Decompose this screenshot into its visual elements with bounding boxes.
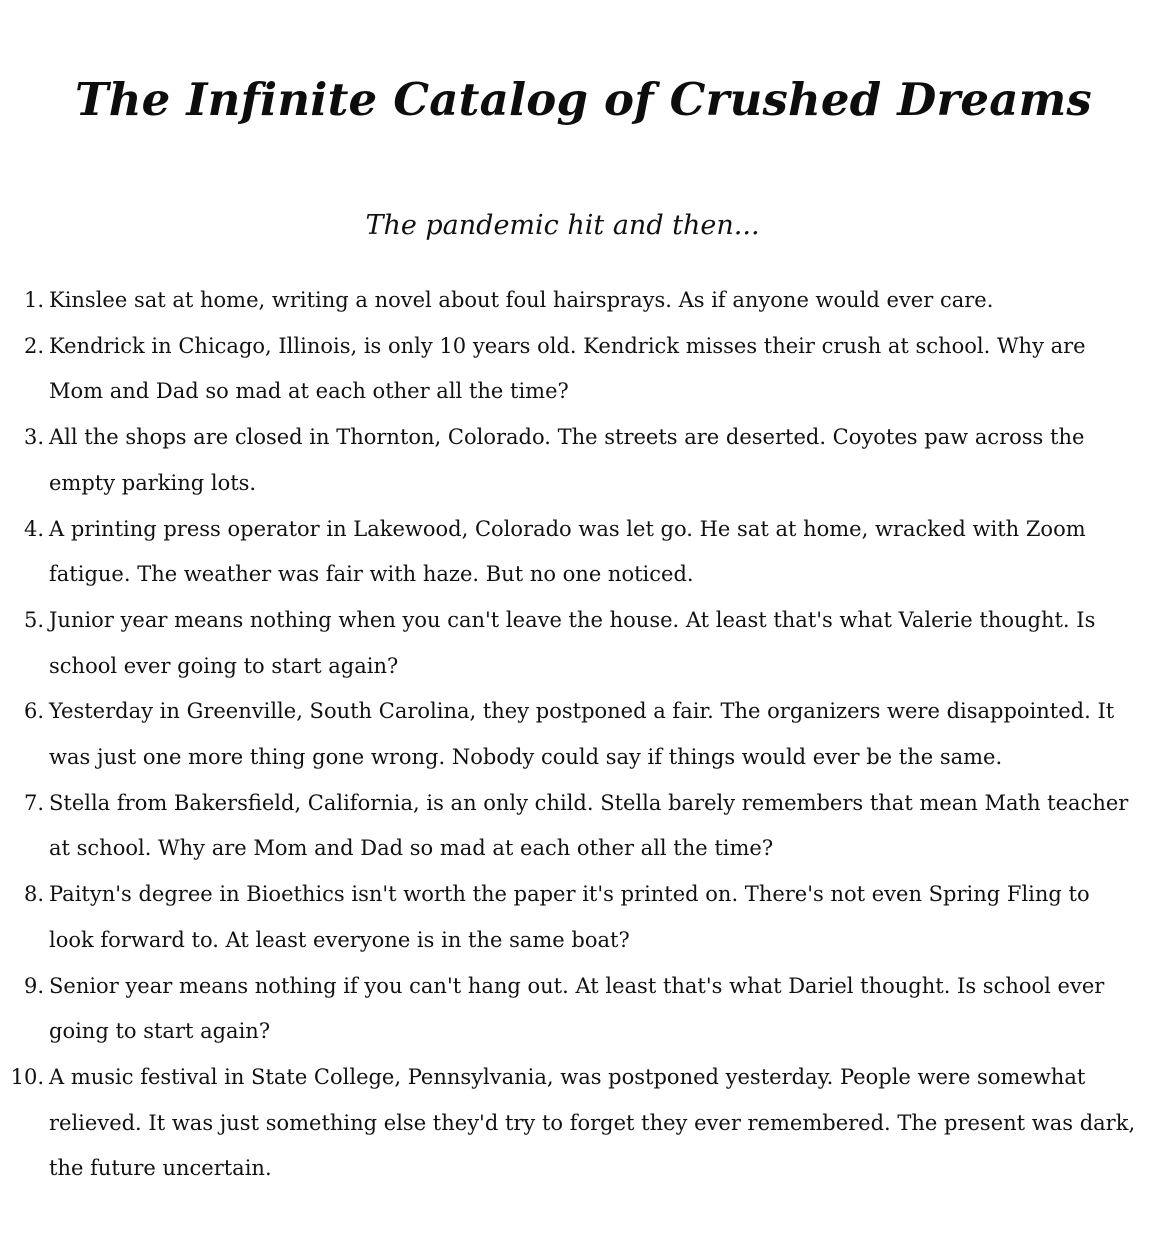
list-item-text: Senior year means nothing if you can't hang out. At least that's what Dariel thought. Is school ever going to start again?	[49, 973, 1105, 1044]
page-title: The Infinite Catalog of Crushed Dreams	[75, 73, 1092, 126]
list-item-text: All the shops are closed in Thornton, Colorado. The streets are deserted. Coyotes paw across the empty parking lots.	[49, 425, 1085, 495]
list-item	[0, 324, 1167, 415]
list-item-text: A printing press operator in Lakewood, Colorado was let go. He sat at home, wracked with Zoom fatigue. The weather was fair with haze. But no one noticed.	[49, 516, 1086, 587]
list-item	[0, 598, 1167, 689]
list-item	[0, 1055, 1167, 1192]
list-item-number: 8.	[23, 882, 44, 907]
list-item-number: 10.	[10, 1064, 44, 1089]
list-item	[0, 278, 1167, 324]
list-item-text: A music festival in State College, Pennsylvania, was postponed yesterday. People were somewhat relieved. It was just something else they'd try to forget they ever remembered. The present was dark, the future uncertain.	[49, 1064, 1136, 1181]
list-item	[0, 415, 1167, 506]
list-item-text: Kendrick in Chicago, Illinois, is only 10 years old. Kendrick misses their crush at school. Why are Mom and Dad so mad at each other all the time?	[49, 333, 1086, 404]
list-item	[0, 964, 1167, 1055]
list-item-number: 3.	[23, 425, 44, 450]
list-item-text: Stella from Bakersfield, California, is an only child. Stella barely remembers that mean Math teacher at school. Why are Mom and Dad so mad at each other all the time?	[49, 790, 1129, 861]
list-item-text: Junior year means nothing when you can't leave the house. At least that's what Valerie thought. Is school ever going to start again?	[49, 607, 1096, 678]
list-item-number: 5.	[23, 607, 44, 632]
list-item	[0, 781, 1167, 872]
list-item	[0, 507, 1167, 598]
list-item-text: Paityn's degree in Bioethics isn't worth the paper it's printed on. There's not even Spring Fling to look forward to. At least everyone is in the same boat?	[49, 882, 1090, 952]
list-item-text: Yesterday in Greenville, South Carolina, they postponed a fair. The organizers were disappointed. It was just one more thing gone wrong. Nobody could say if things would ever be the same.	[49, 699, 1115, 770]
list-item	[0, 689, 1167, 780]
list-item-number: 1.	[23, 288, 44, 312]
list-item-number: 9.	[23, 973, 44, 998]
list-item-number: 7.	[23, 790, 44, 815]
list-item-text: Kinslee sat at home, writing a novel about foul hairsprays. As if anyone would ever care.	[49, 288, 994, 312]
list-item-number: 4.	[23, 516, 44, 541]
list-item	[0, 872, 1167, 963]
story-list	[0, 278, 1167, 1192]
list-item-number: 2.	[23, 333, 44, 358]
page-subtitle: The pandemic hit and then...	[365, 210, 760, 241]
list-item-number: 6.	[23, 699, 44, 724]
